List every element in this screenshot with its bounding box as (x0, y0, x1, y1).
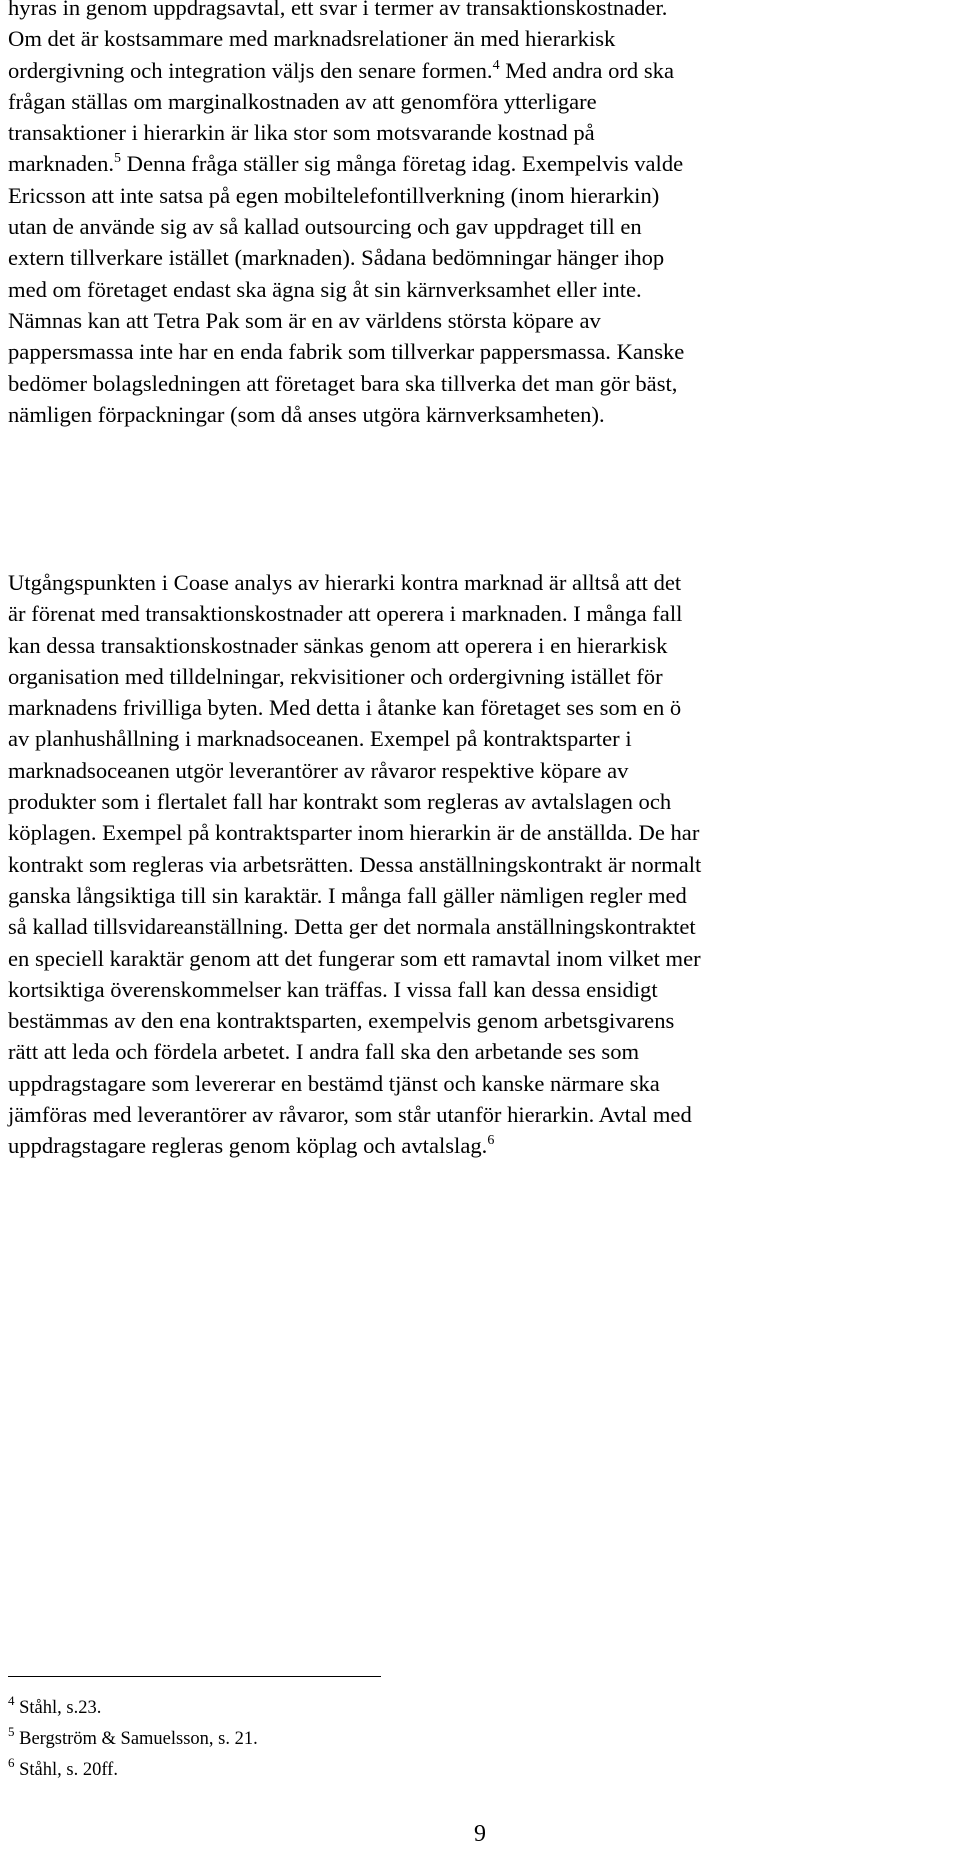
text-line: extern tillverkare istället (marknaden). Sådana bedömningar hänger ihop (8, 245, 665, 271)
footnote-number: 4 (8, 1693, 15, 1708)
text-line: uppdragstagare som levererar en bestämd tjänst och kanske närmare ska (8, 1070, 660, 1096)
text-line: en speciell karaktär genom att det fungerar som ett ramavtal inom vilket mer (8, 945, 701, 971)
text-line: bedömer bolagsledningen att företaget bara ska tillverka det man gör bäst, (8, 370, 678, 396)
text-segment: marknaden. (8, 151, 115, 177)
text-line: kortsiktiga överenskommelser kan träffas. I vissa fall kan dessa ensidigt (8, 976, 658, 1002)
text-line (8, 55, 958, 86)
text-line: frågan ställas om marginalkostnaden av att genomföra ytterligare (8, 88, 597, 114)
text-line: rätt att leda och fördela arbetet. I andra fall ska den arbetande ses som (8, 1039, 640, 1065)
text-segment: Med andra ord ska (499, 57, 674, 83)
text-line: Om det är kostsammare med marknadsrelationer än med hierarkisk (8, 26, 616, 52)
footnote-reference-6: 6 (487, 1133, 495, 1149)
text-line: är förenat med transaktionskostnader att operera i marknaden. I många fall (8, 601, 683, 627)
text-line: Utgångspunkten i Coase analys av hierarki kontra marknad är alltså att det (8, 570, 682, 595)
text-segment: uppdragstagare regleras genom köplag och avtalslag. (8, 1133, 488, 1159)
text-line: Nämnas kan att Tetra Pak som är en av världens största köpare av (8, 307, 601, 333)
footnotes (8, 1693, 608, 1786)
text-segment: Denna fråga ställer sig många företag idag. Exempelvis valde (121, 151, 684, 177)
text-line: pappersmassa inte har en enda fabrik som tillverkar pappersmassa. Kanske (8, 339, 685, 365)
footnote-number: 6 (8, 1755, 15, 1770)
footnote-text: Ståhl, s. 20ff. (19, 1760, 118, 1780)
text-line: kan dessa transaktionskostnader sänkas genom att operera i en hierarkisk (8, 632, 668, 658)
text-line: produkter som i flertalet fall har kontrakt som regleras av avtalslagen och (8, 789, 672, 815)
text-line: kontrakt som regleras via arbetsrätten. Dessa anställningskontrakt är normalt (8, 851, 702, 877)
text-line: köplagen. Exempel på kontraktsparter inom hierarkin är de anställda. De har (8, 820, 700, 846)
text-line: bestämmas av den ena kontraktsparten, exempelvis genom arbetsgivarens (8, 1008, 675, 1034)
text-line: transaktioner i hierarkin är lika stor som motsvarande kostnad på (8, 120, 595, 146)
text-line: jämföras med leverantörer av råvaror, som står utanför hierarkin. Avtal med (8, 1102, 692, 1128)
text-line (8, 148, 958, 179)
footnote-separator (8, 1676, 381, 1677)
footnote-5 (8, 1724, 608, 1755)
footnote-reference-5: 5 (114, 151, 122, 167)
text-line: ganska långsiktiga till sin karaktär. I många fall gäller nämligen regler med (8, 882, 687, 908)
text-line: med om företaget endast ska ägna sig åt sin kärnverksamhet eller inte. (8, 276, 642, 302)
paragraph-hierarchy-market (8, 567, 958, 1162)
footnote-6 (8, 1755, 608, 1786)
text-line: hyras in genom uppdragsavtal, ett svar i termer av transaktionskostnader. (8, 0, 668, 20)
footnote-text: Bergström & Samuelsson, s. 21. (19, 1729, 258, 1749)
paragraph-coase-outsourcing (8, 0, 958, 430)
footnote-text: Ståhl, s.23. (19, 1698, 102, 1718)
text-line: av planhushållning i marknadsoceanen. Exempel på kontraktsparter i (8, 726, 632, 752)
footnote-4 (8, 1693, 608, 1724)
text-line: utan de använde sig av så kallad outsourcing och gav uppdraget till en (8, 214, 642, 240)
text-line: organisation med tilldelningar, rekvisitioner och ordergivning istället för (8, 663, 663, 689)
footnote-reference-4: 4 (492, 57, 500, 73)
text-line: Ericsson att inte satsa på egen mobiltelefontillverkning (inom hierarkin) (8, 182, 660, 208)
page-number: 9 (474, 1821, 486, 1847)
text-line: marknadens frivilliga byten. Med detta i åtanke kan företaget ses som en ö (8, 695, 682, 721)
text-line: marknadsoceanen utgör leverantörer av råvaror respektive köpare av (8, 757, 629, 783)
text-segment: ordergivning och integration väljs den senare formen. (8, 57, 493, 83)
footnote-number: 5 (8, 1724, 15, 1739)
text-line (8, 1130, 958, 1161)
text-line: nämligen förpackningar (som då anses utgöra kärnverksamheten). (8, 401, 605, 427)
text-line: så kallad tillsvidareanställning. Detta ger det normala anställningskontraktet (8, 914, 696, 940)
